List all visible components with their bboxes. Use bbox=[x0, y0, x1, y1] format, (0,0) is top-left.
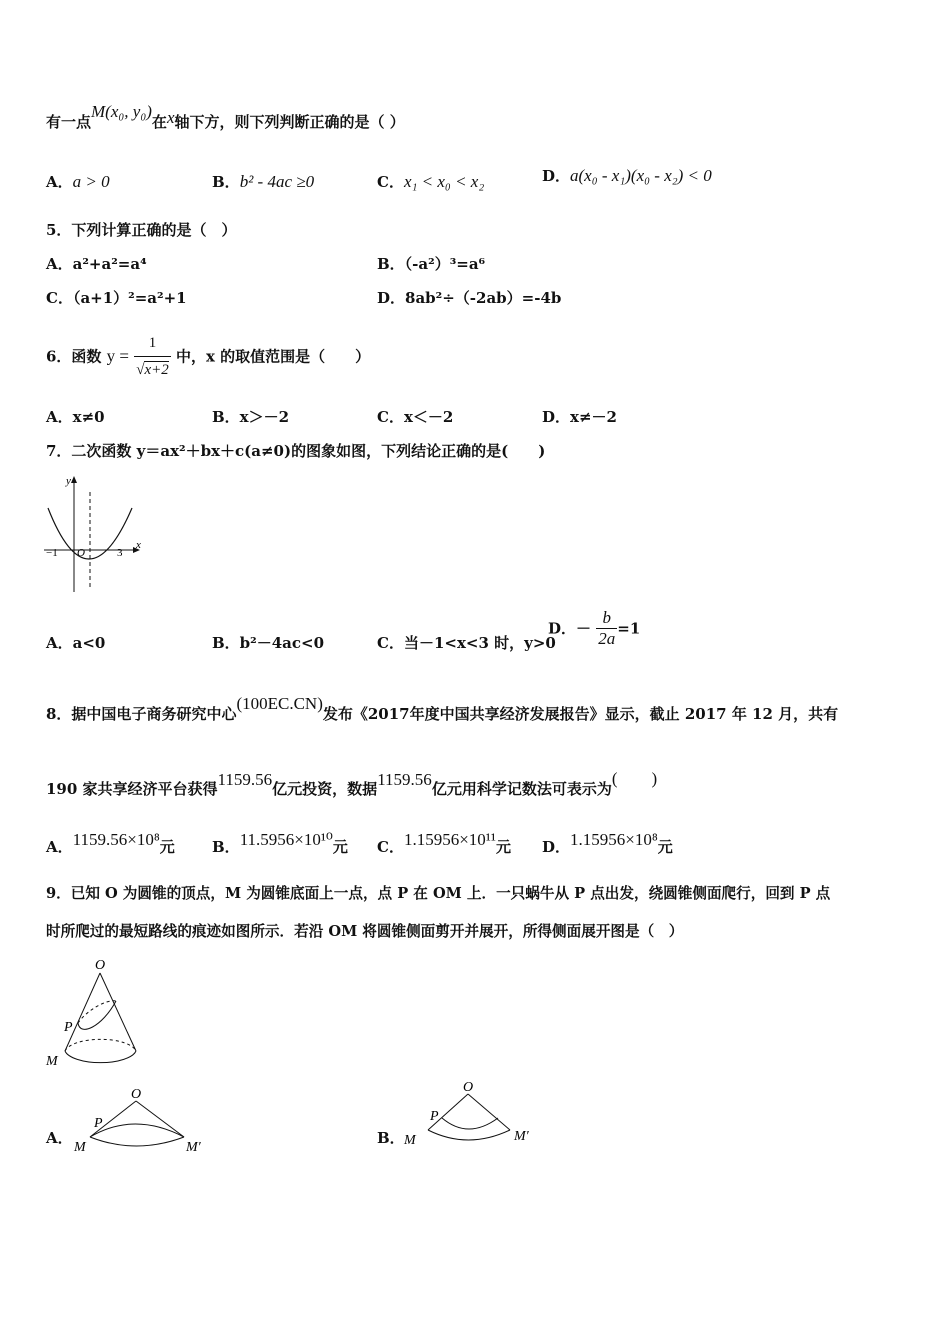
cone-label-m: M bbox=[46, 1054, 58, 1069]
q7-option-d-fraction: $\frac{b}{2a}$ bbox=[598, 608, 616, 648]
q8-stem-line1: 8．据中国电子商务研究中心(100EC.CN)发布《2017年度中国共享经济发展报告》显示，截止 2017 年 12 月，共有 bbox=[46, 694, 839, 723]
fig-b-label-m: M bbox=[404, 1133, 416, 1148]
q8-option-d[interactable]: D．1.15956×10⁸元 bbox=[542, 830, 673, 856]
q7-option-c[interactable]: C．当－1<x<3 时，y>0 bbox=[377, 634, 556, 652]
q6-option-a[interactable]: A．x≠0 bbox=[46, 408, 105, 426]
q9-option-b-figure[interactable] bbox=[400, 1080, 540, 1152]
q5-option-b[interactable]: B．（-a²）³=a⁶ bbox=[377, 255, 486, 273]
snail-path-front bbox=[78, 1001, 116, 1029]
fig-b-label-m-prime: M′ bbox=[514, 1129, 529, 1144]
q9-option-b-label[interactable]: B． bbox=[377, 1129, 405, 1147]
q7-option-b[interactable]: B．b²－4ac<0 bbox=[212, 634, 325, 652]
q9-cone-figure bbox=[40, 955, 150, 1075]
y-axis-label: y bbox=[66, 475, 71, 487]
fig-a-arc bbox=[90, 1137, 184, 1146]
fig-a-label-m-prime: M′ bbox=[186, 1140, 201, 1155]
q6-option-b[interactable]: B．x＞－2 bbox=[212, 408, 290, 426]
origin-label: O bbox=[77, 547, 85, 559]
q8-stem-line2: 190 家共享经济平台获得1159.56亿元投资，数据1159.56亿元用科学记数法可表示为( ) bbox=[46, 769, 658, 798]
y-axis-arrow bbox=[71, 476, 77, 483]
right-root-label: 3 bbox=[117, 547, 123, 559]
q6-option-c[interactable]: C．x＜－2 bbox=[377, 408, 454, 426]
snail-path-back bbox=[78, 1001, 116, 1023]
q8-option-c[interactable]: C．1.15956×10¹¹元 bbox=[377, 830, 511, 856]
q4-option-b[interactable]: B．b² - 4ac ≥0 bbox=[212, 172, 315, 191]
q5-option-a[interactable]: A．a²+a²=a⁴ bbox=[46, 255, 147, 273]
q8-option-a[interactable]: A．1159.56×10⁸元 bbox=[46, 830, 175, 856]
q9-stem-line1: 9．已知 O 为圆锥的顶点，M 为圆锥底面上一点，点 P 在 OM 上．一只蜗牛从 P 点出发，绕圆锥侧面爬行，回到 P 点 bbox=[46, 885, 831, 902]
fig-b-arc bbox=[428, 1130, 510, 1140]
fig-b-right-edge bbox=[468, 1094, 510, 1130]
q9-option-a-label[interactable]: A． bbox=[46, 1129, 73, 1147]
q4-option-d[interactable]: D．a(x₀ - x₁)(x₀ - x₂) < 0 bbox=[542, 166, 712, 185]
fig-a-label-o: O bbox=[131, 1087, 142, 1102]
left-root-label: −1 bbox=[46, 547, 58, 559]
q7-option-d[interactable]: D．－ $\frac{b}{2a}$ =1 bbox=[548, 608, 641, 648]
q9-option-a-figure[interactable] bbox=[70, 1085, 210, 1157]
fig-b-label-o: O bbox=[463, 1080, 474, 1095]
q4-option-c[interactable]: C．x₁ < x₀ < x₂ bbox=[377, 172, 485, 191]
q7-stem: 7．二次函数 y＝ax²＋bx＋c(a≠0)的图象如图，下列结论正确的是( ) bbox=[46, 442, 546, 460]
q4-stem: 有一点M(x₀, y₀)在x轴下方，则下列判断正确的是（ ） bbox=[46, 102, 405, 131]
cone-label-p: P bbox=[64, 1020, 73, 1035]
q4-option-a[interactable]: A．a > 0 bbox=[46, 172, 110, 191]
q4-point: M(x₀, y₀) bbox=[91, 102, 152, 121]
q6-stem: 6．函数 y = $\frac{1}{√x+2}$ 中，x 的取值范围是（ ） bbox=[46, 330, 370, 383]
q9-stem-line2: 时所爬过的最短路线的痕迹如图所示．若沿 OM 将圆锥侧面剪开并展开，所得侧面展开图是（ ） bbox=[46, 923, 684, 940]
fig-a-label-p: P bbox=[94, 1116, 103, 1131]
q5-option-d[interactable]: D．8ab²÷（-2ab）=-4b bbox=[377, 289, 562, 307]
q6-option-d[interactable]: D．x≠－2 bbox=[542, 408, 617, 426]
q6-function-fraction: $\frac{1}{√x+2}$ bbox=[134, 330, 171, 383]
q5-stem: 5．下列计算正确的是（ ） bbox=[46, 221, 237, 239]
fig-b-path bbox=[442, 1118, 498, 1129]
x-axis-label: x bbox=[136, 539, 141, 551]
q8-option-b[interactable]: B．11.5956×10¹⁰元 bbox=[212, 830, 348, 856]
cone-base-back bbox=[65, 1039, 136, 1051]
fig-b-label-p: P bbox=[430, 1109, 439, 1124]
cone-base-front bbox=[65, 1051, 136, 1063]
fig-a-label-m: M bbox=[74, 1140, 86, 1155]
q7-parabola-graph bbox=[40, 470, 152, 596]
q7-option-a[interactable]: A．a<0 bbox=[46, 634, 106, 652]
q5-option-c[interactable]: C．（a+1）²=a²+1 bbox=[46, 289, 187, 307]
cone-label-o: O bbox=[95, 958, 106, 973]
fig-a-right-edge bbox=[136, 1101, 184, 1137]
